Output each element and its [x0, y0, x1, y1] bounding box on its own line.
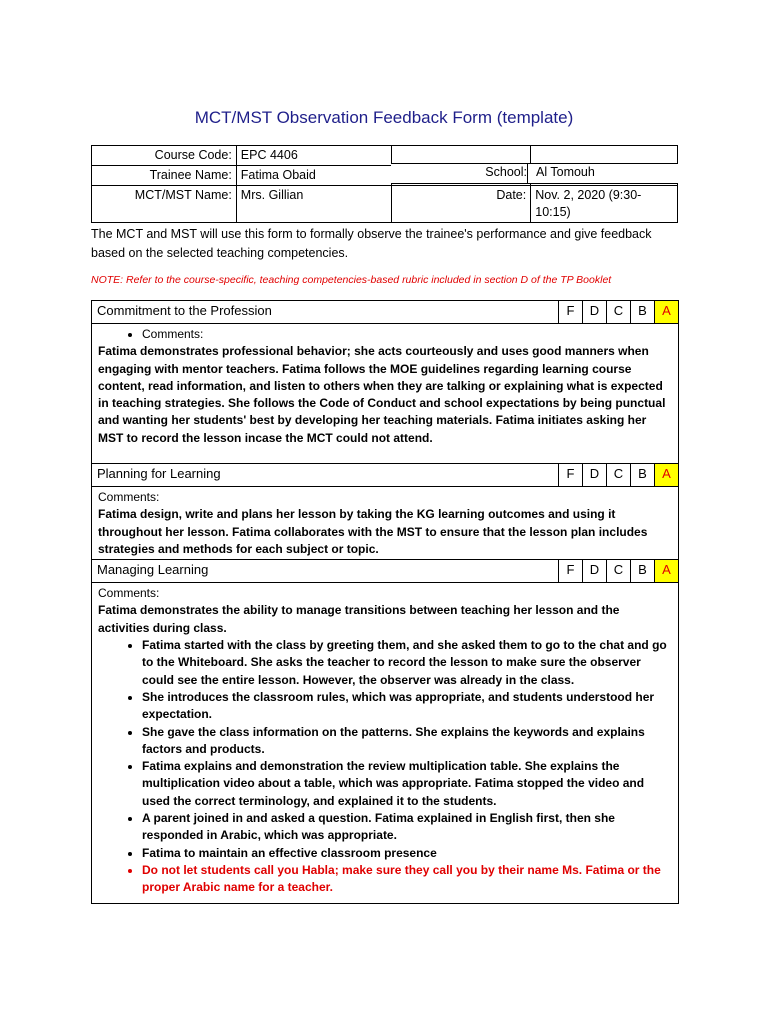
list-item: • She gave the class information on the patterns. She explains the keywords and explains factors and products. — [142, 724, 672, 759]
comments-text: Fatima design, write and plans her lesson by taking the KG learning outcomes and using it throughout her lesson. Fatima collaborates with the MST to ensure that the lesson plan includes strategies and methods for each subject or topic. — [98, 507, 648, 556]
section-header-planning — [92, 464, 679, 487]
section-comments-planning — [92, 487, 679, 560]
trainee-name-value: Fatima Obaid — [236, 166, 391, 186]
form-title: MCT/MST Observation Feedback Form (template) — [194, 108, 574, 127]
trainee-name-label: Trainee Name: — [92, 166, 237, 186]
grade-d: D — [583, 301, 607, 324]
grade-f: F — [559, 464, 583, 487]
course-code-label: Course Code: — [92, 146, 237, 166]
grade-f: F — [559, 301, 583, 324]
list-item-recommendation: • Do not let students call you Habla; make sure they call you by their name Ms. Fatima or the proper Arabic name for a teacher. — [142, 862, 672, 897]
evaluation-table — [91, 300, 679, 904]
list-item: • A parent joined in and asked a question. Fatima explained in English first, then she responded in Arabic, which was appropriate. — [142, 810, 672, 845]
list-item: • Fatima started with the class by greeting them, and she asked them to go to the chat and go to the Whiteboard. She asks the teacher to record the lesson to make sure the observer could see the entire lesson. However, the observer was already in the class. — [142, 637, 672, 689]
grade-d: D — [583, 464, 607, 487]
grade-b: B — [631, 560, 655, 583]
school-row — [391, 163, 678, 184]
info-table — [91, 145, 678, 223]
grade-f: F — [559, 560, 583, 583]
comments-label: • Comments: — [142, 326, 672, 343]
comments-text: Fatima demonstrates professional behavior; she acts courteously and uses good manners when engaging with mentor teachers. Fatima follows the MOE guidelines regarding learning course content, read information, and listen to others when they are talking or explaining what is expected in teaching strategies. She follows the Code of Conduct and school expectations by being punctual and wanting her students' best by developing her teaching materials. Fatima initiates asking her MST to record the lesson incase the MCT could not attend. — [98, 344, 666, 445]
comments-list — [98, 326, 672, 343]
list-item: • She introduces the classroom rules, which was appropriate, and students understood her expectation. — [142, 689, 672, 724]
section-comments-commitment — [92, 324, 679, 464]
grade-b: B — [631, 464, 655, 487]
grade-d: D — [583, 560, 607, 583]
school-label: School: — [391, 164, 528, 183]
grade-c: C — [607, 560, 631, 583]
section-header-commitment — [92, 301, 679, 324]
comments-text: Fatima demonstrates the ability to manage transitions between teaching her lesson and the activities during class. — [98, 603, 620, 635]
intro-paragraph: The MCT and MST will use this form to formally observe the trainee's performance and give feedback based on the selected teaching competencies. — [91, 227, 652, 260]
mct-name-label: MCT/MST Name: — [92, 186, 237, 223]
mct-name-value: Mrs. Gillian — [236, 186, 391, 223]
comments-label: Comments: — [98, 490, 160, 504]
date-value: Nov. 2, 2020 (9:30-10:15) — [531, 186, 678, 223]
section-header-managing — [92, 560, 679, 583]
comments-label: Comments: — [98, 586, 160, 601]
section-title: Planning for Learning — [92, 464, 559, 487]
list-item: • Fatima explains and demonstration the review multiplication table. She explains the multiplication video about a table, which was appropriate. Fatima stopped the video and used the correct terminology, and explained it to the students. — [142, 758, 672, 810]
school-value: Al Tomouh — [536, 165, 595, 179]
grade-c: C — [607, 301, 631, 324]
list-item: • Fatima to maintain an effective classroom presence — [142, 845, 672, 862]
grade-a-selected: A — [655, 560, 679, 583]
section-comments-managing — [92, 583, 679, 903]
grade-a-selected: A — [655, 301, 679, 324]
course-code-value: EPC 4406 — [236, 146, 391, 166]
note-text: NOTE: Refer to the course-specific, teaching competencies-based rubric included in section D of the TP Booklet — [91, 274, 612, 286]
observation-bullets — [98, 637, 672, 896]
grade-c: C — [607, 464, 631, 487]
grade-b: B — [631, 301, 655, 324]
date-label: Date: — [391, 186, 531, 223]
section-title: Commitment to the Profession — [92, 301, 559, 324]
grade-a-selected: A — [655, 464, 679, 487]
section-title: Managing Learning — [92, 560, 559, 583]
